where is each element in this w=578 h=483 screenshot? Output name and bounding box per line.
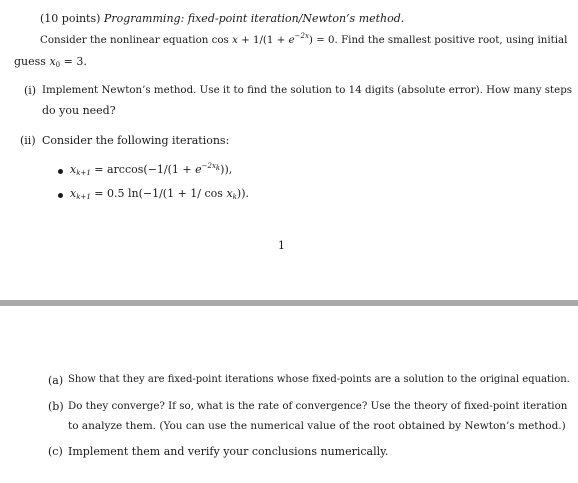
part-ii-intro: Consider the following iterations: [42,134,230,147]
iteration-1: $x_{k+1} = \arccos(-1/(1 + e^{-2x_k}))$, [70,162,233,177]
part-i-label: (i) [24,84,37,97]
page-2 [0,306,578,483]
iteration-2: $x_{k+1} = 0.5$ ln(−1/(1 + 1/ $\cos x_k$)). [70,187,249,201]
sub-question-a-text: Show that they are fixed-point iterations whose fixed-points are a solution to the original equation. [68,374,570,385]
initial-guess: guess $x_0 = 3$. [14,55,87,69]
problem-statement: Consider the nonlinear equation $\cos x + 1/(1 + e^{-2x}) = 0$. Find the smallest positive root, using initial [40,32,568,46]
sub-question-c-label: (c) [48,445,63,458]
part-i-line-1: Implement Newton’s method. Use it to find the solution to 14 digits (absolute error). How many steps [42,84,573,96]
problem-points: (10 points) [40,12,101,25]
problem-title: Programming: fixed-point iteration/Newton’s method. [103,12,405,25]
part-ii-label: (ii) [20,134,36,147]
part-i-line-2: do you need? [42,104,116,117]
problem-header [40,12,404,26]
page-number: 1 [278,239,285,252]
sub-question-b-label: (b) [48,400,64,413]
sub-question-b-text-2: to analyze them. (You can use the numerical value of the root obtained by Newton’s method.) [68,420,566,432]
bullet-icon [58,169,63,174]
sub-question-c-text: Implement them and verify your conclusions numerically. [68,445,389,458]
sub-question-b-text: Do they converge? If so, what is the rate of convergence? Use the theory of fixed-point iteration [68,400,568,412]
bullet-icon [58,193,63,198]
sub-question-a-label: (a) [48,374,64,387]
